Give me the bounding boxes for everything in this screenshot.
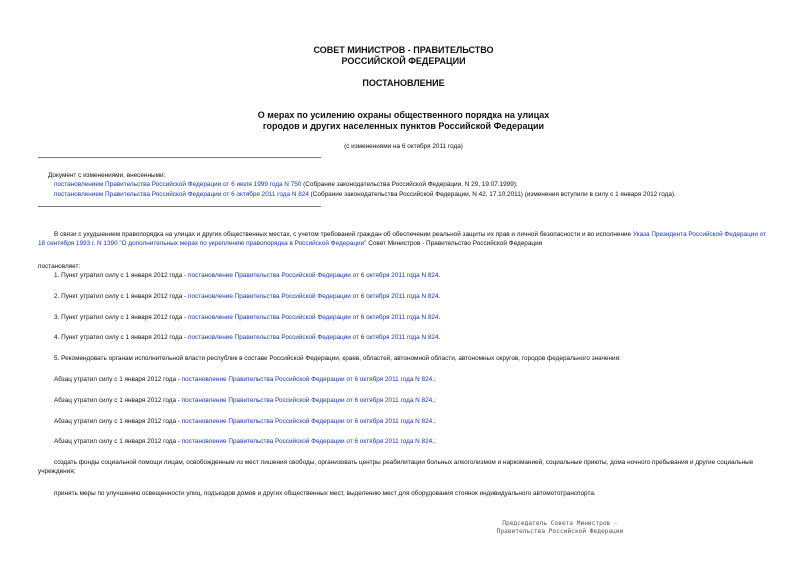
signature-line-1: Председатель Совета Министров - xyxy=(502,520,618,527)
document-type: ПОСТАНОВЛЕНИЕ xyxy=(362,78,445,88)
point-text: 1. Пункт утратил силу с 1 января 2012 года - xyxy=(54,272,188,279)
point-item xyxy=(54,313,440,322)
paragraph-link[interactable]: постановление Правительства Российской Федерации от 6 октября 2011 года N 824 xyxy=(181,418,433,425)
decree-link[interactable]: Указа Президента Российской Федерации от 18 сентября 1993 г. N 1390 "О дополнительных мерах по укреплению правопорядка в Российской Федерации" xyxy=(38,231,767,247)
revision-note: (с изменениями на 6 октября 2011 года) xyxy=(344,143,463,150)
point-link[interactable]: постановление Правительства Российской Федерации от 6 октября 2011 года N 824 xyxy=(188,314,439,321)
point-text: 2. Пункт утратил силу с 1 января 2012 года - xyxy=(54,293,188,300)
paragraph-text: Абзац утратил силу с 1 января 2012 года - xyxy=(54,376,182,383)
point-5-text: 5. Рекомендовать органам исполнительной власти республик в составе Российской Федерации, краев, областей, автономной области, автономных округов, городов федерального значения: xyxy=(54,355,621,362)
point-text: 3. Пункт утратил силу с 1 января 2012 года - xyxy=(54,314,188,321)
amendment-item xyxy=(54,180,518,189)
paragraph-link[interactable]: постановление Правительства Российской Федерации от 6 октября 2011 года N 824 xyxy=(181,376,433,383)
point-suffix: . xyxy=(438,314,441,321)
title-line-1: О мерах по усилению охраны общественного порядка на улицах xyxy=(257,110,550,120)
point-suffix: . xyxy=(438,272,441,279)
paragraph-item xyxy=(54,417,436,426)
amendment-source: (Собрание законодательства Российской Федерации, N 42, 17.10.2011) (изменения вступили в силу с 1 января 2012 года). xyxy=(308,191,676,198)
paragraph-text: Абзац утратил силу с 1 января 2012 года - xyxy=(54,438,182,445)
amendment-link[interactable]: постановлением Правительства Российской Федерации от 6 июля 1999 года N 750 xyxy=(54,181,302,188)
lighting-paragraph: принять меры по улучшению освещенности улиц, подъездов домов и других общественных мест, выделению мест для оборудования стоянок индивидуального автомототранспорта. xyxy=(54,490,596,497)
bottom-divider xyxy=(38,206,321,207)
paragraph-suffix: .; xyxy=(432,438,436,445)
paragraph-suffix: .; xyxy=(432,397,436,404)
paragraph-suffix: .; xyxy=(432,376,436,383)
funds-paragraph: создать фонды социальной помощи лицам, освобожденным из мест лишения свободы, организовать центры реабилитации больных алкоголизмом и наркоманией, социальные приюты, дома ночного пребывания и другие социальные учреждения; xyxy=(38,459,754,475)
point-item xyxy=(54,271,440,280)
point-item xyxy=(54,333,440,342)
paragraph-link[interactable]: постановление Правительства Российской Федерации от 6 октября 2011 года N 824 xyxy=(181,397,433,404)
paragraph-item xyxy=(54,437,436,446)
authority-line-2: РОССИЙСКОЙ ФЕДЕРАЦИИ xyxy=(341,56,466,66)
amendment-link[interactable]: постановлением Правительства Российской Федерации от 6 октября 2011 года N 824 xyxy=(54,191,309,198)
point-link[interactable]: постановление Правительства Российской Федерации от 6 октября 2011 года N 824 xyxy=(188,272,439,279)
decree-word: постановляет: xyxy=(38,263,81,270)
amendments-intro: Документ с изменениями, внесенными: xyxy=(48,172,166,179)
authority-line-1: СОВЕТ МИНИСТРОВ - ПРАВИТЕЛЬСТВО xyxy=(313,45,494,55)
point-suffix: . xyxy=(438,334,441,341)
paragraph-text: Абзац утратил силу с 1 января 2012 года - xyxy=(54,418,182,425)
paragraph-text: Абзац утратил силу с 1 января 2012 года - xyxy=(54,397,182,404)
amendment-item xyxy=(54,190,676,199)
amendment-source: (Собрание законодательства Российской Федерации, N 29, 19.07.1999); xyxy=(301,181,518,188)
preamble-paragraph xyxy=(38,230,770,248)
point-link[interactable]: постановление Правительства Российской Федерации от 6 октября 2011 года N 824 xyxy=(188,293,439,300)
point-link[interactable]: постановление Правительства Российской Федерации от 6 октября 2011 года N 824 xyxy=(188,334,439,341)
point-suffix: . xyxy=(438,293,441,300)
preamble-text: В связи с ухудшением правопорядка на улицах и других общественных местах, с учетом требований граждан об обеспечении реальной защиты их прав и личной безопасности и во исполнение xyxy=(54,231,633,238)
paragraph-item xyxy=(54,396,436,405)
signature-line-2: Правительства Российской Федерации xyxy=(496,528,624,535)
preamble-tail: Совет Министров - Правительство Российской Федерации xyxy=(366,240,543,247)
point-text: 4. Пункт утратил силу с 1 января 2012 года - xyxy=(54,334,188,341)
point-item xyxy=(54,292,440,301)
top-divider xyxy=(38,157,321,158)
title-line-2: городов и других населенных пунктов Российской Федерации xyxy=(262,121,545,131)
paragraph-suffix: .; xyxy=(432,418,436,425)
paragraph-item xyxy=(54,375,436,384)
paragraph-link[interactable]: постановление Правительства Российской Федерации от 6 октября 2011 года N 824 xyxy=(181,438,433,445)
